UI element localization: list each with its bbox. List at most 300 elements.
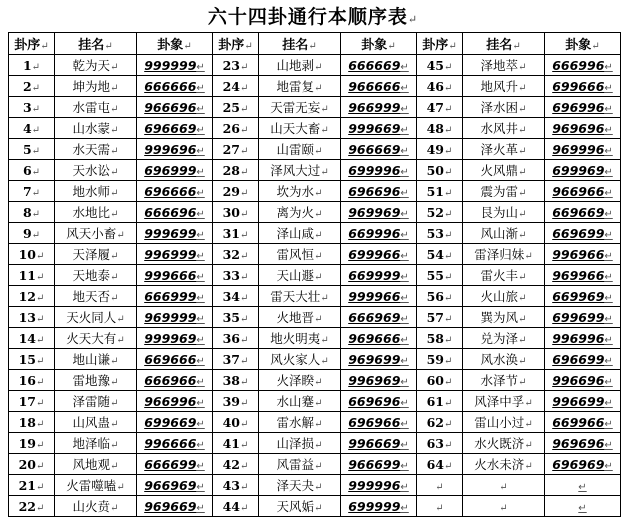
hexagram-symbol: 969666 [348, 330, 401, 346]
paragraph-mark: ↵ [524, 440, 533, 451]
paragraph-mark: ↵ [183, 41, 192, 52]
paragraph-mark: ↵ [448, 41, 457, 52]
paragraph-mark: ↵ [604, 145, 613, 157]
hexagram-symbol-cell [341, 76, 417, 97]
hexagram-number-cell [417, 475, 463, 496]
paragraph-mark: ↵ [400, 187, 409, 199]
paragraph-mark: ↵ [31, 145, 41, 157]
paragraph-mark: ↵ [314, 230, 323, 241]
paragraph-mark: ↵ [604, 439, 613, 451]
hexagram-symbol-cell [137, 496, 213, 517]
paragraph-mark: ↵ [110, 83, 119, 94]
table-row [9, 307, 621, 328]
paragraph-mark: ↵ [578, 481, 587, 493]
hexagram-symbol-cell [341, 454, 417, 475]
hexagram-symbol: 999666 [144, 267, 197, 283]
paragraph-mark: ↵ [444, 355, 453, 367]
hexagram-name-cell [259, 76, 341, 97]
hexagram-symbol-cell [137, 454, 213, 475]
hexagram-symbol-cell [137, 181, 213, 202]
hexagram-name-cell [463, 328, 545, 349]
hexagram-symbol: 999699 [144, 225, 197, 241]
hexagram-symbol: 669996 [348, 225, 401, 241]
hexagram-name-cell [463, 160, 545, 181]
paragraph-mark: ↵ [400, 208, 409, 220]
column-header-label: 挂名 [78, 38, 105, 53]
hexagram-number: 55 [426, 267, 444, 283]
hexagram-number: 38 [222, 372, 240, 388]
hexagram-number: 25 [222, 99, 240, 115]
paragraph-mark: ↵ [196, 187, 205, 199]
hexagram-number: 33 [222, 267, 240, 283]
table-row [9, 265, 621, 286]
paragraph-mark: ↵ [314, 398, 323, 409]
paragraph-mark: ↵ [110, 461, 119, 472]
hexagram-name: 水风井 [480, 121, 519, 136]
hexagram-name-cell [463, 286, 545, 307]
hexagram-symbol-cell [545, 286, 621, 307]
hexagram-name-cell [55, 454, 137, 475]
paragraph-mark: ↵ [314, 188, 323, 199]
paragraph-mark: ↵ [320, 125, 329, 136]
paragraph-mark: ↵ [400, 397, 409, 409]
paragraph-mark: ↵ [400, 355, 409, 367]
hexagram-symbol-cell [545, 454, 621, 475]
hexagram-symbol-cell [341, 433, 417, 454]
paragraph-mark: ↵ [604, 229, 613, 241]
hexagram-number-cell [9, 76, 55, 97]
table-row [9, 97, 621, 118]
hexagram-number-cell [213, 244, 259, 265]
paragraph-mark: ↵ [240, 208, 249, 220]
paragraph-mark: ↵ [518, 209, 527, 220]
paragraph-mark: ↵ [400, 250, 409, 262]
hexagram-symbol: 999696 [144, 141, 197, 157]
hexagram-number-cell [213, 118, 259, 139]
hexagram-symbol-cell [341, 286, 417, 307]
hexagram-symbol-cell [545, 76, 621, 97]
hexagram-number: 45 [426, 57, 444, 73]
paragraph-mark: ↵ [604, 334, 613, 346]
hexagram-name: 兑为泽 [480, 331, 519, 346]
hexagram-symbol: 999669 [348, 120, 401, 136]
hexagram-symbol: 969996 [552, 141, 605, 157]
hexagram-number: 7 [22, 183, 32, 199]
paragraph-mark: ↵ [240, 502, 249, 514]
hexagram-number-cell [213, 370, 259, 391]
hexagram-name-cell [463, 223, 545, 244]
paragraph-mark: ↵ [314, 377, 323, 388]
hexagram-number: 54 [426, 246, 444, 262]
hexagram-name-cell [55, 202, 137, 223]
hexagram-name-cell [55, 370, 137, 391]
hexagram-symbol: 699996 [348, 162, 401, 178]
hexagram-symbol: 969696 [552, 435, 605, 451]
paragraph-mark: ↵ [499, 502, 508, 514]
paragraph-mark: ↵ [110, 125, 119, 136]
hexagram-symbol: 999966 [348, 288, 401, 304]
hexagram-number-cell [9, 202, 55, 223]
hexagram-name-cell [55, 55, 137, 76]
hexagram-number: 60 [426, 372, 444, 388]
paragraph-mark: ↵ [314, 461, 323, 472]
paragraph-mark: ↵ [604, 166, 613, 178]
hexagram-name: 山雷颐 [276, 142, 315, 157]
paragraph-mark: ↵ [31, 82, 41, 94]
table-row [9, 181, 621, 202]
hexagram-symbol-cell [341, 328, 417, 349]
hexagram-number: 63 [426, 435, 444, 451]
hexagram-name-cell [463, 349, 545, 370]
column-header [259, 33, 341, 55]
hexagram-name: 雷火丰 [480, 268, 519, 283]
hexagram-number-cell [9, 454, 55, 475]
table-row [9, 202, 621, 223]
hexagram-symbol-cell [137, 370, 213, 391]
hexagram-number-cell [213, 496, 259, 517]
hexagram-symbol: 966996 [144, 393, 197, 409]
hexagram-name: 风火家人 [270, 352, 321, 367]
paragraph-mark: ↵ [400, 376, 409, 388]
hexagram-name: 地泽临 [72, 436, 111, 451]
paragraph-mark: ↵ [400, 460, 409, 472]
paragraph-mark: ↵ [31, 61, 41, 73]
hexagram-symbol-cell [341, 223, 417, 244]
hexagram-symbol: 696999 [144, 162, 197, 178]
paragraph-mark: ↵ [240, 292, 249, 304]
hexagram-name-cell [259, 118, 341, 139]
paragraph-mark: ↵ [400, 124, 409, 136]
paragraph-mark: ↵ [518, 272, 527, 283]
hexagram-number-cell [213, 160, 259, 181]
hexagram-number: 13 [18, 309, 36, 325]
paragraph-mark: ↵ [435, 502, 444, 514]
paragraph-mark: ↵ [196, 334, 205, 346]
hexagram-symbol: 666966 [144, 372, 197, 388]
hexagram-number: 23 [222, 57, 240, 73]
paragraph-mark: ↵ [110, 272, 119, 283]
paragraph-mark: ↵ [240, 271, 249, 283]
paragraph-mark: ↵ [36, 460, 45, 472]
hexagram-number: 50 [426, 162, 444, 178]
hexagram-number: 59 [426, 351, 444, 367]
hexagram-number: 53 [426, 225, 444, 241]
paragraph-mark: ↵ [320, 335, 329, 346]
paragraph-mark: ↵ [400, 145, 409, 157]
paragraph-mark: ↵ [444, 376, 453, 388]
hexagram-number-cell [9, 370, 55, 391]
hexagram-number-cell [417, 202, 463, 223]
column-header-label: 卦象 [361, 38, 388, 53]
hexagram-name: 山火贲 [72, 499, 111, 514]
paragraph-mark: ↵ [604, 250, 613, 262]
hexagram-symbol-cell [545, 391, 621, 412]
hexagram-symbol: 669999 [348, 267, 401, 283]
paragraph-mark: ↵ [591, 41, 600, 52]
hexagram-name: 山泽损 [276, 436, 315, 451]
paragraph-mark: ↵ [240, 460, 249, 472]
hexagram-name: 火天大有 [66, 331, 117, 346]
hexagram-symbol: 669969 [552, 288, 605, 304]
hexagram-symbol-cell [545, 160, 621, 181]
paragraph-mark: ↵ [36, 334, 45, 346]
hexagram-name-cell [259, 370, 341, 391]
hexagram-symbol: 996999 [144, 246, 197, 262]
table-row [9, 454, 621, 475]
paragraph-mark: ↵ [240, 376, 249, 388]
paragraph-mark: ↵ [196, 250, 205, 262]
hexagram-symbol-cell [341, 97, 417, 118]
hexagram-symbol-cell [341, 160, 417, 181]
hexagram-name-cell [463, 433, 545, 454]
table-row [9, 286, 621, 307]
table-row [9, 139, 621, 160]
hexagram-symbol: 666669 [348, 57, 401, 73]
paragraph-mark: ↵ [196, 418, 205, 430]
hexagram-symbol: 666666 [144, 78, 197, 94]
paragraph-mark: ↵ [110, 293, 119, 304]
column-header-label: 挂名 [486, 38, 513, 53]
hexagram-symbol: 966699 [348, 456, 401, 472]
paragraph-mark: ↵ [110, 356, 119, 367]
hexagram-number-cell [213, 286, 259, 307]
hexagram-symbol: 699666 [552, 78, 605, 94]
hexagram-name: 风泽中孚 [474, 394, 525, 409]
paragraph-mark: ↵ [110, 188, 119, 199]
paragraph-mark: ↵ [240, 355, 249, 367]
hexagram-name: 艮为山 [480, 205, 519, 220]
hexagram-number-cell [9, 223, 55, 244]
hexagram-number: 30 [222, 204, 240, 220]
hexagram-number-cell [213, 265, 259, 286]
paragraph-mark: ↵ [31, 229, 41, 241]
paragraph-mark: ↵ [196, 229, 205, 241]
paragraph-mark: ↵ [196, 145, 205, 157]
paragraph-mark: ↵ [31, 103, 41, 115]
hexagram-number-cell [9, 160, 55, 181]
hexagram-symbol: 669696 [348, 393, 401, 409]
hexagram-name-cell [55, 391, 137, 412]
hexagram-number: 64 [426, 456, 444, 472]
paragraph-mark: ↵ [196, 481, 205, 493]
paragraph-mark: ↵ [444, 334, 453, 346]
hexagram-symbol: 669666 [144, 351, 197, 367]
hexagram-symbol: 969969 [348, 204, 401, 220]
hexagram-symbol-cell [545, 412, 621, 433]
hexagram-name-cell [55, 328, 137, 349]
hexagram-number: 52 [426, 204, 444, 220]
paragraph-mark: ↵ [444, 82, 453, 94]
paragraph-mark: ↵ [604, 187, 613, 199]
hexagram-name-cell [259, 286, 341, 307]
hexagram-symbol: 966696 [144, 99, 197, 115]
table-row [9, 76, 621, 97]
hexagram-name-cell [259, 244, 341, 265]
paragraph-mark: ↵ [196, 502, 205, 514]
hexagram-name: 风雷益 [276, 457, 315, 472]
paragraph-mark: ↵ [31, 124, 41, 136]
hexagram-symbol: 699969 [552, 162, 605, 178]
paragraph-mark: ↵ [110, 398, 119, 409]
hexagram-number-cell [417, 55, 463, 76]
hexagram-number: 24 [222, 78, 240, 94]
hexagram-number-cell [213, 391, 259, 412]
paragraph-mark: ↵ [444, 124, 453, 136]
hexagram-name: 地水师 [72, 184, 111, 199]
paragraph-mark: ↵ [444, 439, 453, 451]
hexagram-number-cell [9, 496, 55, 517]
hexagram-number-cell [213, 433, 259, 454]
hexagram-name: 风天小畜 [66, 226, 117, 241]
hexagram-name: 天山遯 [276, 268, 315, 283]
hexagram-symbol-cell [341, 391, 417, 412]
hexagram-name-cell [259, 160, 341, 181]
hexagram-name: 地天否 [72, 289, 111, 304]
hexagram-number-cell [417, 223, 463, 244]
paragraph-mark: ↵ [36, 376, 45, 388]
table-row [9, 328, 621, 349]
paragraph-mark: ↵ [31, 166, 41, 178]
hexagram-number-cell [9, 412, 55, 433]
paragraph-mark: ↵ [36, 397, 45, 409]
hexagram-number: 3 [22, 99, 32, 115]
hexagram-number: 56 [426, 288, 444, 304]
hexagram-symbol: 666696 [144, 204, 197, 220]
hexagram-name-cell [259, 454, 341, 475]
hexagram-symbol-cell [545, 328, 621, 349]
hexagram-symbol-cell [545, 244, 621, 265]
hexagram-number: 37 [222, 351, 240, 367]
paragraph-mark: ↵ [387, 41, 396, 52]
hexagram-symbol-cell [137, 286, 213, 307]
paragraph-mark: ↵ [400, 439, 409, 451]
hexagram-number-cell [9, 391, 55, 412]
hexagram-name: 风山渐 [480, 226, 519, 241]
hexagram-number-cell [417, 307, 463, 328]
hexagram-name-cell [55, 286, 137, 307]
hexagram-number-cell [213, 202, 259, 223]
paragraph-mark: ↵ [240, 334, 249, 346]
column-header-label: 卦序 [14, 38, 41, 53]
paragraph-mark: ↵ [116, 230, 125, 241]
hexagram-symbol-cell [341, 244, 417, 265]
hexagram-number: 46 [426, 78, 444, 94]
hexagram-symbol-cell [137, 202, 213, 223]
hexagram-name: 火山旅 [480, 289, 519, 304]
paragraph-mark: ↵ [604, 355, 613, 367]
paragraph-mark: ↵ [444, 418, 453, 430]
hexagram-number-cell [9, 181, 55, 202]
paragraph-mark: ↵ [240, 103, 249, 115]
hexagram-name: 雷水解 [276, 415, 315, 430]
paragraph-mark: ↵ [244, 41, 253, 52]
hexagram-number-cell [9, 265, 55, 286]
hexagram-symbol: 699699 [552, 309, 605, 325]
hexagram-number-cell [417, 286, 463, 307]
hexagram-symbol-cell [545, 181, 621, 202]
paragraph-mark: ↵ [40, 41, 49, 52]
hexagram-name-cell [463, 391, 545, 412]
hexagram-name-cell [463, 76, 545, 97]
hexagram-name-cell [259, 433, 341, 454]
hexagram-symbol-cell [545, 139, 621, 160]
hexagram-number: 42 [222, 456, 240, 472]
hexagram-name-cell [55, 244, 137, 265]
hexagram-name-cell [259, 265, 341, 286]
hexagram-name: 火地晋 [276, 310, 315, 325]
hexagram-name-cell [463, 244, 545, 265]
paragraph-mark: ↵ [578, 502, 587, 514]
hexagram-name: 泽地萃 [480, 58, 519, 73]
hexagram-number: 62 [426, 414, 444, 430]
hexagram-name-cell [55, 97, 137, 118]
paragraph-mark: ↵ [518, 83, 527, 94]
hexagram-symbol-cell [137, 412, 213, 433]
hexagram-number: 2 [22, 78, 32, 94]
hexagram-number: 35 [222, 309, 240, 325]
hexagram-symbol-cell [341, 475, 417, 496]
paragraph-mark: ↵ [240, 166, 249, 178]
paragraph-mark: ↵ [518, 356, 527, 367]
hexagram-name: 雷地豫 [72, 373, 111, 388]
hexagram-number-cell [417, 97, 463, 118]
hexagram-number-cell [9, 118, 55, 139]
paragraph-mark: ↵ [518, 188, 527, 199]
paragraph-mark: ↵ [512, 41, 521, 52]
hexagram-name-cell [55, 412, 137, 433]
hexagram-name-cell [259, 139, 341, 160]
hexagram-number: 34 [222, 288, 240, 304]
paragraph-mark: ↵ [36, 292, 45, 304]
hexagram-symbol-cell [137, 97, 213, 118]
paragraph-mark: ↵ [314, 83, 323, 94]
paragraph-mark: ↵ [36, 250, 45, 262]
hexagram-number: 26 [222, 120, 240, 136]
paragraph-mark: ↵ [314, 419, 323, 430]
hexagram-symbol: 966969 [144, 477, 197, 493]
hexagram-name-cell [55, 349, 137, 370]
hexagram-number-cell [213, 76, 259, 97]
hexagram-number-cell [417, 118, 463, 139]
paragraph-mark: ↵ [240, 313, 249, 325]
paragraph-mark: ↵ [196, 271, 205, 283]
hexagram-name-cell [463, 496, 545, 517]
paragraph-mark: ↵ [196, 82, 205, 94]
paragraph-mark: ↵ [110, 104, 119, 115]
hexagram-name: 雷泽归妹 [474, 247, 525, 262]
hexagram-name-cell [55, 496, 137, 517]
hexagram-name-cell [259, 181, 341, 202]
hexagram-name-cell [55, 181, 137, 202]
table-row [9, 118, 621, 139]
paragraph-mark: ↵ [240, 397, 249, 409]
paragraph-mark: ↵ [196, 439, 205, 451]
paragraph-mark: ↵ [604, 61, 613, 73]
hexagram-name-cell [259, 475, 341, 496]
hexagram-number: 43 [222, 477, 240, 493]
hexagram-name: 风地观 [72, 457, 111, 472]
paragraph-mark: ↵ [31, 208, 41, 220]
hexagram-number-cell [417, 391, 463, 412]
hexagram-number-cell [9, 433, 55, 454]
paragraph-mark: ↵ [314, 146, 323, 157]
paragraph-mark: ↵ [240, 61, 249, 73]
paragraph-mark: ↵ [400, 313, 409, 325]
table-row [9, 391, 621, 412]
hexagram-symbol-cell [137, 244, 213, 265]
paragraph-mark: ↵ [518, 377, 527, 388]
hexagram-number: 28 [222, 162, 240, 178]
